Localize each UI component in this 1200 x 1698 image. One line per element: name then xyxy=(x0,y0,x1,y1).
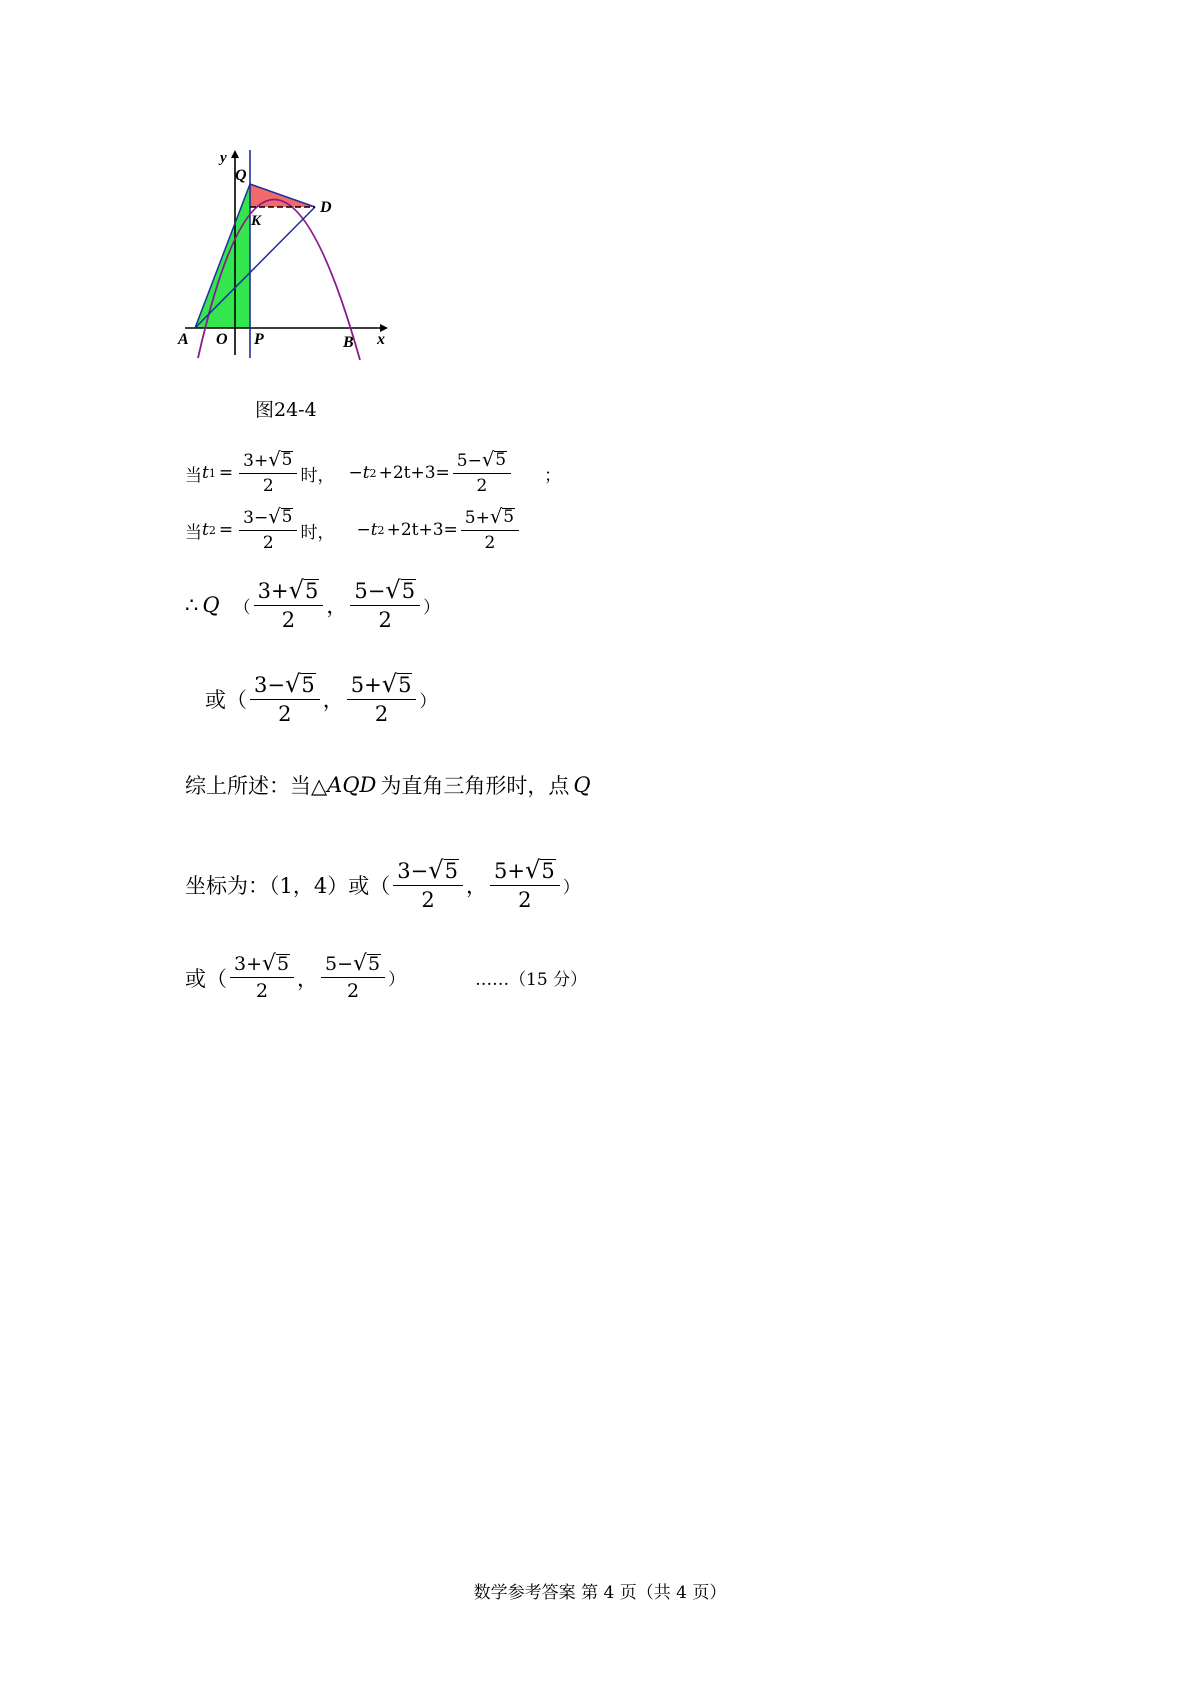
sqrt: √ 5 xyxy=(489,505,515,528)
radicand: 5 xyxy=(503,506,515,527)
denominator: 2 xyxy=(378,608,392,632)
coordinates-text: 坐标为：（1，4）或（ xyxy=(185,874,391,898)
numerator xyxy=(453,450,511,474)
case-t2-line xyxy=(185,507,522,553)
denominator: 2 xyxy=(518,888,532,912)
text-dang: 当 xyxy=(185,522,202,543)
denominator: 2 xyxy=(262,533,274,553)
sqrt: √ 5 xyxy=(353,951,381,976)
expr-neg-t: −t xyxy=(348,463,370,483)
numerator xyxy=(490,858,560,886)
numerator-prefix: 3− xyxy=(397,859,429,883)
sqrt: √ 5 xyxy=(288,576,319,604)
radicand: 5 xyxy=(398,673,412,698)
text-dang: 当 xyxy=(185,465,202,486)
radicand: 5 xyxy=(367,952,381,975)
sqrt: √ 5 xyxy=(428,856,458,884)
denominator: 2 xyxy=(281,608,296,632)
fraction-value xyxy=(461,507,519,553)
fraction-x xyxy=(230,953,294,1002)
expr-tail: +2t+3= xyxy=(386,520,458,540)
numerator-prefix: 3+ xyxy=(234,953,263,975)
therefore-symbol: ∴ xyxy=(185,593,199,617)
comma: ， xyxy=(297,966,319,991)
point-q: Q xyxy=(573,773,591,797)
numerator xyxy=(321,953,385,978)
numerator-prefix: 5+ xyxy=(493,859,525,883)
fraction-t1 xyxy=(239,450,297,496)
label-p: P xyxy=(254,331,264,348)
close-paren: ） xyxy=(562,877,580,898)
text-shi: 时， xyxy=(300,522,335,543)
fraction-x xyxy=(254,578,324,632)
radicand: 5 xyxy=(444,859,458,884)
label-d: D xyxy=(320,199,332,216)
numerator xyxy=(230,953,294,978)
radicand: 5 xyxy=(304,579,319,604)
or-final-line xyxy=(185,953,587,1002)
sqrt: √ 5 xyxy=(284,670,315,698)
fraction-x xyxy=(250,672,320,726)
radicand: 5 xyxy=(301,673,315,698)
semicolon: ； xyxy=(544,465,562,486)
expr-tail: +2t+3= xyxy=(378,463,450,483)
radicand: 5 xyxy=(541,859,555,884)
numerator-prefix: 5+ xyxy=(350,673,382,697)
label-y: y xyxy=(220,150,227,166)
numerator-prefix: 5− xyxy=(456,451,482,471)
numerator-prefix: 3− xyxy=(254,673,285,697)
page-footer: 数学参考答案 第 4 页（共 4 页） xyxy=(473,1583,727,1603)
or-q-line xyxy=(205,672,436,726)
triangle-name: AQD xyxy=(327,773,377,797)
point-q: Q xyxy=(202,593,220,617)
numerator-prefix: 5+ xyxy=(464,508,490,528)
numerator xyxy=(350,578,420,606)
numerator xyxy=(461,507,519,531)
equals: = xyxy=(218,520,234,540)
coordinates-line xyxy=(185,858,580,912)
fraction-t2 xyxy=(239,507,297,553)
sqrt: √ 5 xyxy=(481,448,507,471)
y-axis-arrow xyxy=(231,150,239,158)
fraction-y xyxy=(347,672,417,726)
label-q: Q xyxy=(235,167,247,184)
close-paren: ） xyxy=(388,970,406,990)
therefore-q-line xyxy=(185,578,440,632)
text-huo: 或（ xyxy=(185,966,227,991)
numerator xyxy=(393,858,463,886)
radicand: 5 xyxy=(281,449,293,470)
numerator xyxy=(239,507,297,531)
comma: ， xyxy=(326,594,348,618)
figure-caption: 图24-4 xyxy=(255,399,317,421)
numerator xyxy=(250,672,320,700)
numerator-prefix: 5− xyxy=(354,579,386,603)
fraction-value xyxy=(453,450,511,496)
label-a: A xyxy=(178,331,189,348)
close-paren: ） xyxy=(419,691,437,712)
comma: ， xyxy=(465,874,487,898)
open-paren: （ xyxy=(233,597,251,618)
denominator: 2 xyxy=(421,888,435,912)
denominator: 2 xyxy=(476,476,488,496)
label-k: K xyxy=(251,213,262,229)
text-huo: 或（ xyxy=(205,688,247,712)
summary-text: 综上所述：当△ xyxy=(185,774,328,798)
score-note: ……（15 分） xyxy=(475,970,588,990)
numerator-prefix: 5− xyxy=(325,953,354,975)
denominator: 2 xyxy=(374,702,389,726)
equals: = xyxy=(218,463,234,483)
fraction-y xyxy=(321,953,385,1002)
subscript: 2 xyxy=(208,523,216,537)
fraction-y xyxy=(490,858,560,912)
numerator-prefix: 3+ xyxy=(243,451,269,471)
denominator: 2 xyxy=(262,476,274,496)
label-o: O xyxy=(216,331,228,348)
subscript: 1 xyxy=(208,466,216,480)
radicand: 5 xyxy=(276,952,290,975)
sqrt: √ 5 xyxy=(381,670,412,698)
superscript: 2 xyxy=(377,523,385,537)
sqrt: √ 5 xyxy=(385,576,416,604)
summary-line xyxy=(185,770,591,800)
numerator-prefix: 3+ xyxy=(257,579,289,603)
sqrt: √ 5 xyxy=(524,856,555,884)
var-t: t xyxy=(202,463,209,483)
close-paren: ） xyxy=(423,597,441,618)
sqrt: √ 5 xyxy=(268,448,293,471)
denominator: 2 xyxy=(484,533,496,553)
radicand: 5 xyxy=(401,579,416,604)
numerator xyxy=(239,450,297,474)
numerator-prefix: 3− xyxy=(243,508,269,528)
label-x: x xyxy=(377,331,385,348)
numerator xyxy=(254,578,324,606)
text-shi: 时， xyxy=(300,465,335,486)
summary-text-2: 为直角三角形时，点 xyxy=(380,774,570,798)
sqrt: √ 5 xyxy=(268,505,293,528)
denominator: 2 xyxy=(347,980,360,1002)
denominator: 2 xyxy=(278,702,292,726)
denominator: 2 xyxy=(255,980,269,1002)
case-t1-line xyxy=(185,450,561,496)
label-b: B xyxy=(343,334,354,351)
superscript: 2 xyxy=(369,466,377,480)
expr-neg-t: −t xyxy=(356,520,378,540)
radicand: 5 xyxy=(495,449,507,470)
fraction-x xyxy=(393,858,463,912)
radicand: 5 xyxy=(281,506,293,527)
fraction-y xyxy=(350,578,420,632)
var-t: t xyxy=(202,520,209,540)
numerator xyxy=(347,672,417,700)
sqrt: √ 5 xyxy=(262,951,290,976)
comma: ， xyxy=(322,688,344,712)
figure-parabola xyxy=(180,150,440,410)
